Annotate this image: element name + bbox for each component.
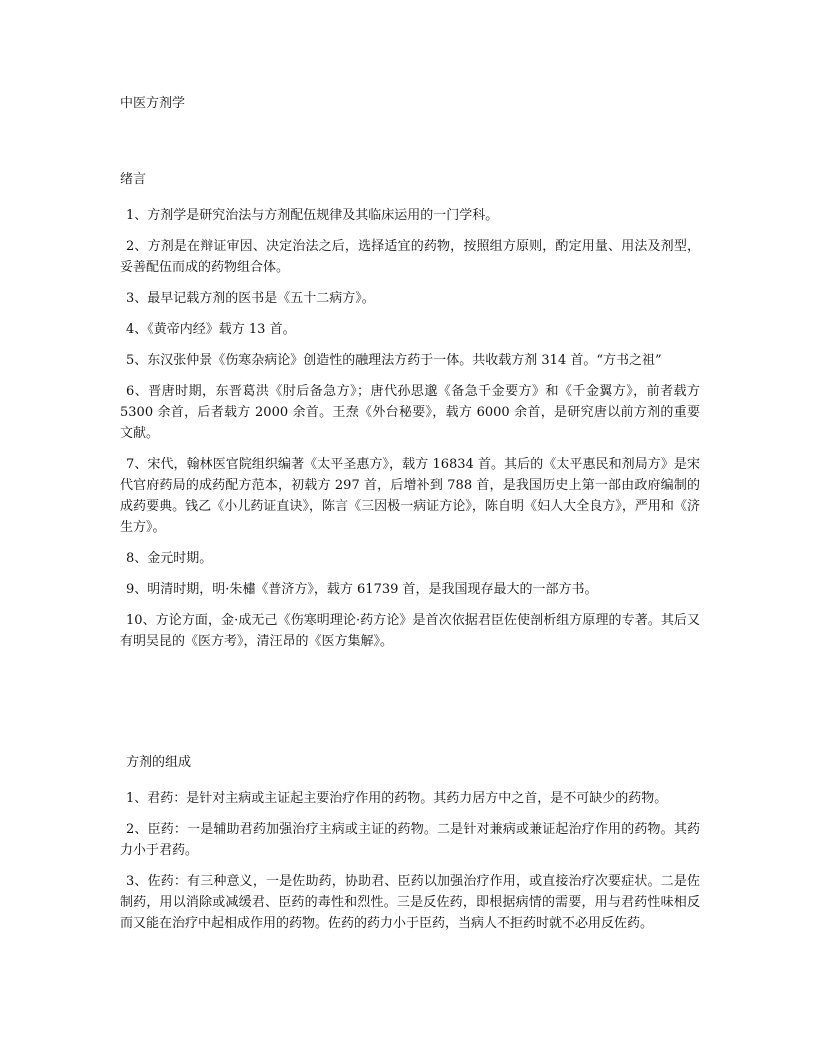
paragraph: 1、方剂学是研究治法与方剂配伍规律及其临床运用的一门学科。 — [126, 208, 499, 223]
section-heading-composition: 方剂的组成 — [126, 755, 192, 770]
document-title: 中医方剂学 — [120, 96, 186, 111]
section-composition-body — [120, 788, 700, 944]
paragraph: 9、明清时期，明·朱橚《普济方》，载方 61739 首，是我国现存最大的一部方书。 — [126, 582, 598, 597]
paragraph: 2、臣药：一是辅助君药加强治疗主病或主证的药物。二是针对兼病或兼证起治疗作用的药物。其药力小于君药。 — [120, 822, 700, 858]
paragraph: 7、宋代，翰林医官院组织编著《太平圣惠方》，载方 16834 首。其后的《太平惠民和剂局方》是宋代官府药局的成药配方范本，初载方 297 首，后增补到 788 首，是我国历史上第一部由政府编制的成药要典。钱乙《小儿药证直诀》，陈言《三因极一病证方论》，陈自明《妇人大全良方》，严用和《济生方》。 — [120, 457, 700, 535]
paragraph: 5、东汉张仲景《伤寒杂病论》创造性的融理法方药于一体。共收载方剂 314 首。“方书之祖” — [126, 353, 662, 368]
paragraph: 4、《黄帝内经》载方 13 首。 — [126, 322, 296, 337]
paragraph: 2、方剂是在辩证审因、决定治法之后，选择适宜的药物，按照组方原则，酌定用量、用法及剂型，妥善配伍而成的药物组合体。 — [120, 239, 700, 275]
paragraph: 6、晋唐时期，东晋葛洪《肘后备急方》；唐代孙思邈《备急千金要方》和《千金翼方》，前者载方 5300 余首，后者载方 2000 余首。王焘《外台秘要》，载方 6000 余首，是研究唐以前方剂的重要文献。 — [120, 384, 700, 441]
section-intro-body — [120, 205, 700, 662]
paragraph: 10、方论方面，金·成无己《伤寒明理论·药方论》是首次依据君臣佐使剖析组方原理的专著。其后又有明吴昆的《医方考》，清汪昂的《医方集解》。 — [120, 613, 700, 649]
section-heading-intro: 绪言 — [120, 172, 147, 187]
paragraph: 3、最早记载方剂的医书是《五十二病方》。 — [126, 291, 375, 306]
paragraph: 8、金元时期。 — [126, 551, 213, 566]
paragraph: 3、佐药：有三种意义，一是佐助药，协助君、臣药以加强治疗作用，或直接治疗次要症状。二是佐制药，用以消除或减缓君、臣药的毒性和烈性。三是反佐药，即根据病情的需要，用与君药性味相反而又能在治疗中起相成作用的药物。佐药的药力小于臣药，当病人不拒药时就不必用反佐药。 — [120, 874, 700, 931]
paragraph: 1、君药：是针对主病或主证起主要治疗作用的药物。其药力居方中之首，是不可缺少的药物。 — [126, 791, 668, 806]
